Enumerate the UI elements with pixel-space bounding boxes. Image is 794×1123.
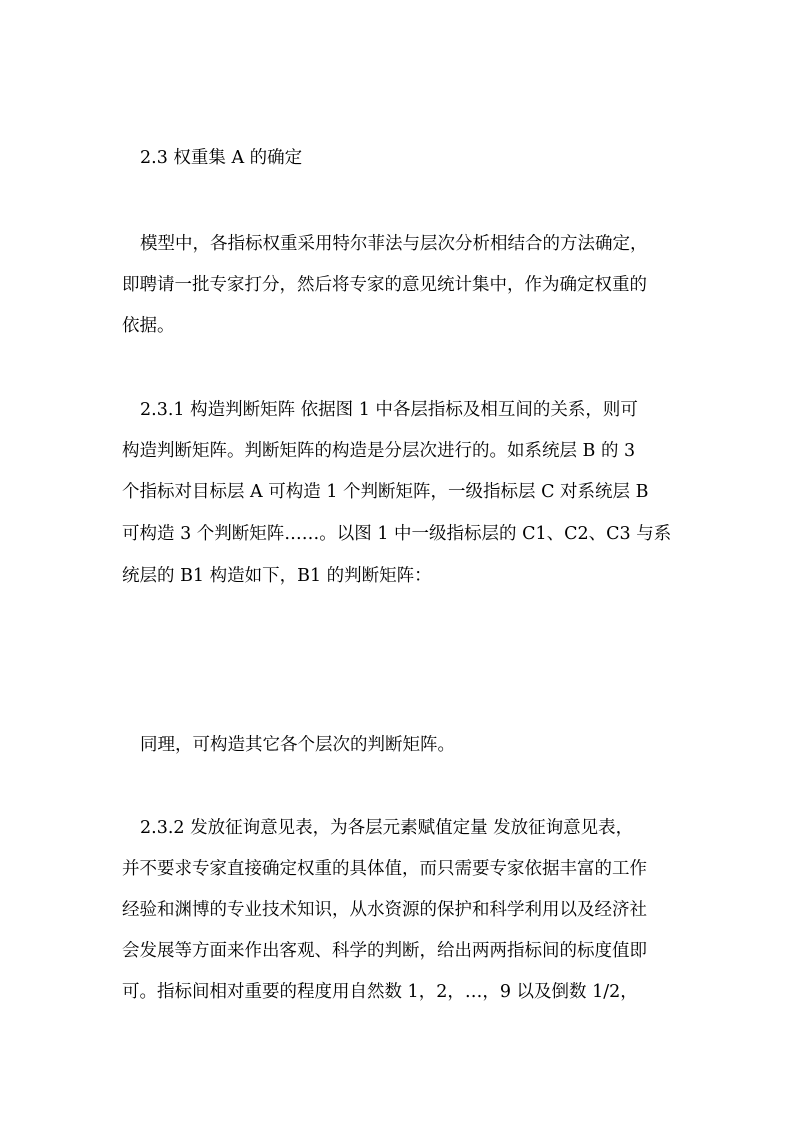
section-2-3-1-line-1: 2.3.1 构造判断矩阵 依据图 1 中各层指标及相互间的关系，则可 bbox=[140, 400, 638, 420]
section-2-3-2-line-4: 会发展等方面来作出客观、科学的判断，给出两两指标间的标度值即 bbox=[122, 941, 647, 961]
intro-line-3: 依据。 bbox=[122, 316, 175, 336]
section-2-3-2-line-5: 可。指标间相对重要的程度用自然数 1，2，…，9 以及倒数 1/2， bbox=[122, 982, 638, 1002]
intro-line-1: 模型中，各指标权重采用特尔菲法与层次分析相结合的方法确定， bbox=[140, 234, 648, 254]
section-heading-2-3: 2.3 权重集 A 的确定 bbox=[140, 148, 303, 168]
section-2-3-1-line-4: 可构造 3 个判断矩阵……。以图 1 中一级指标层的 C1、C2、C3 与系 bbox=[122, 524, 672, 544]
section-2-3-2-line-1: 2.3.2 发放征询意见表，为各层元素赋值定量 发放征询意见表， bbox=[140, 818, 634, 838]
section-2-3-2-line-3: 经验和渊博的专业技术知识，从水资源的保护和科学利用以及经济社 bbox=[122, 900, 647, 920]
section-2-3-1-line-2: 构造判断矩阵。判断矩阵的构造是分层次进行的。如系统层 B 的 3 bbox=[122, 441, 636, 461]
section-2-3-1-line-3: 个指标对目标层 A 可构造 1 个判断矩阵，一级指标层 C 对系统层 B bbox=[122, 482, 649, 502]
section-2-3-1-line-5: 统层的 B1 构造如下，B1 的判断矩阵： bbox=[122, 566, 432, 586]
same-method-line: 同理，可构造其它各个层次的判断矩阵。 bbox=[140, 735, 455, 755]
section-2-3-2-line-2: 并不要求专家直接确定权重的具体值，而只需要专家依据丰富的工作 bbox=[122, 859, 647, 879]
intro-line-2: 即聘请一批专家打分，然后将专家的意见统计集中，作为确定权重的 bbox=[122, 275, 647, 295]
